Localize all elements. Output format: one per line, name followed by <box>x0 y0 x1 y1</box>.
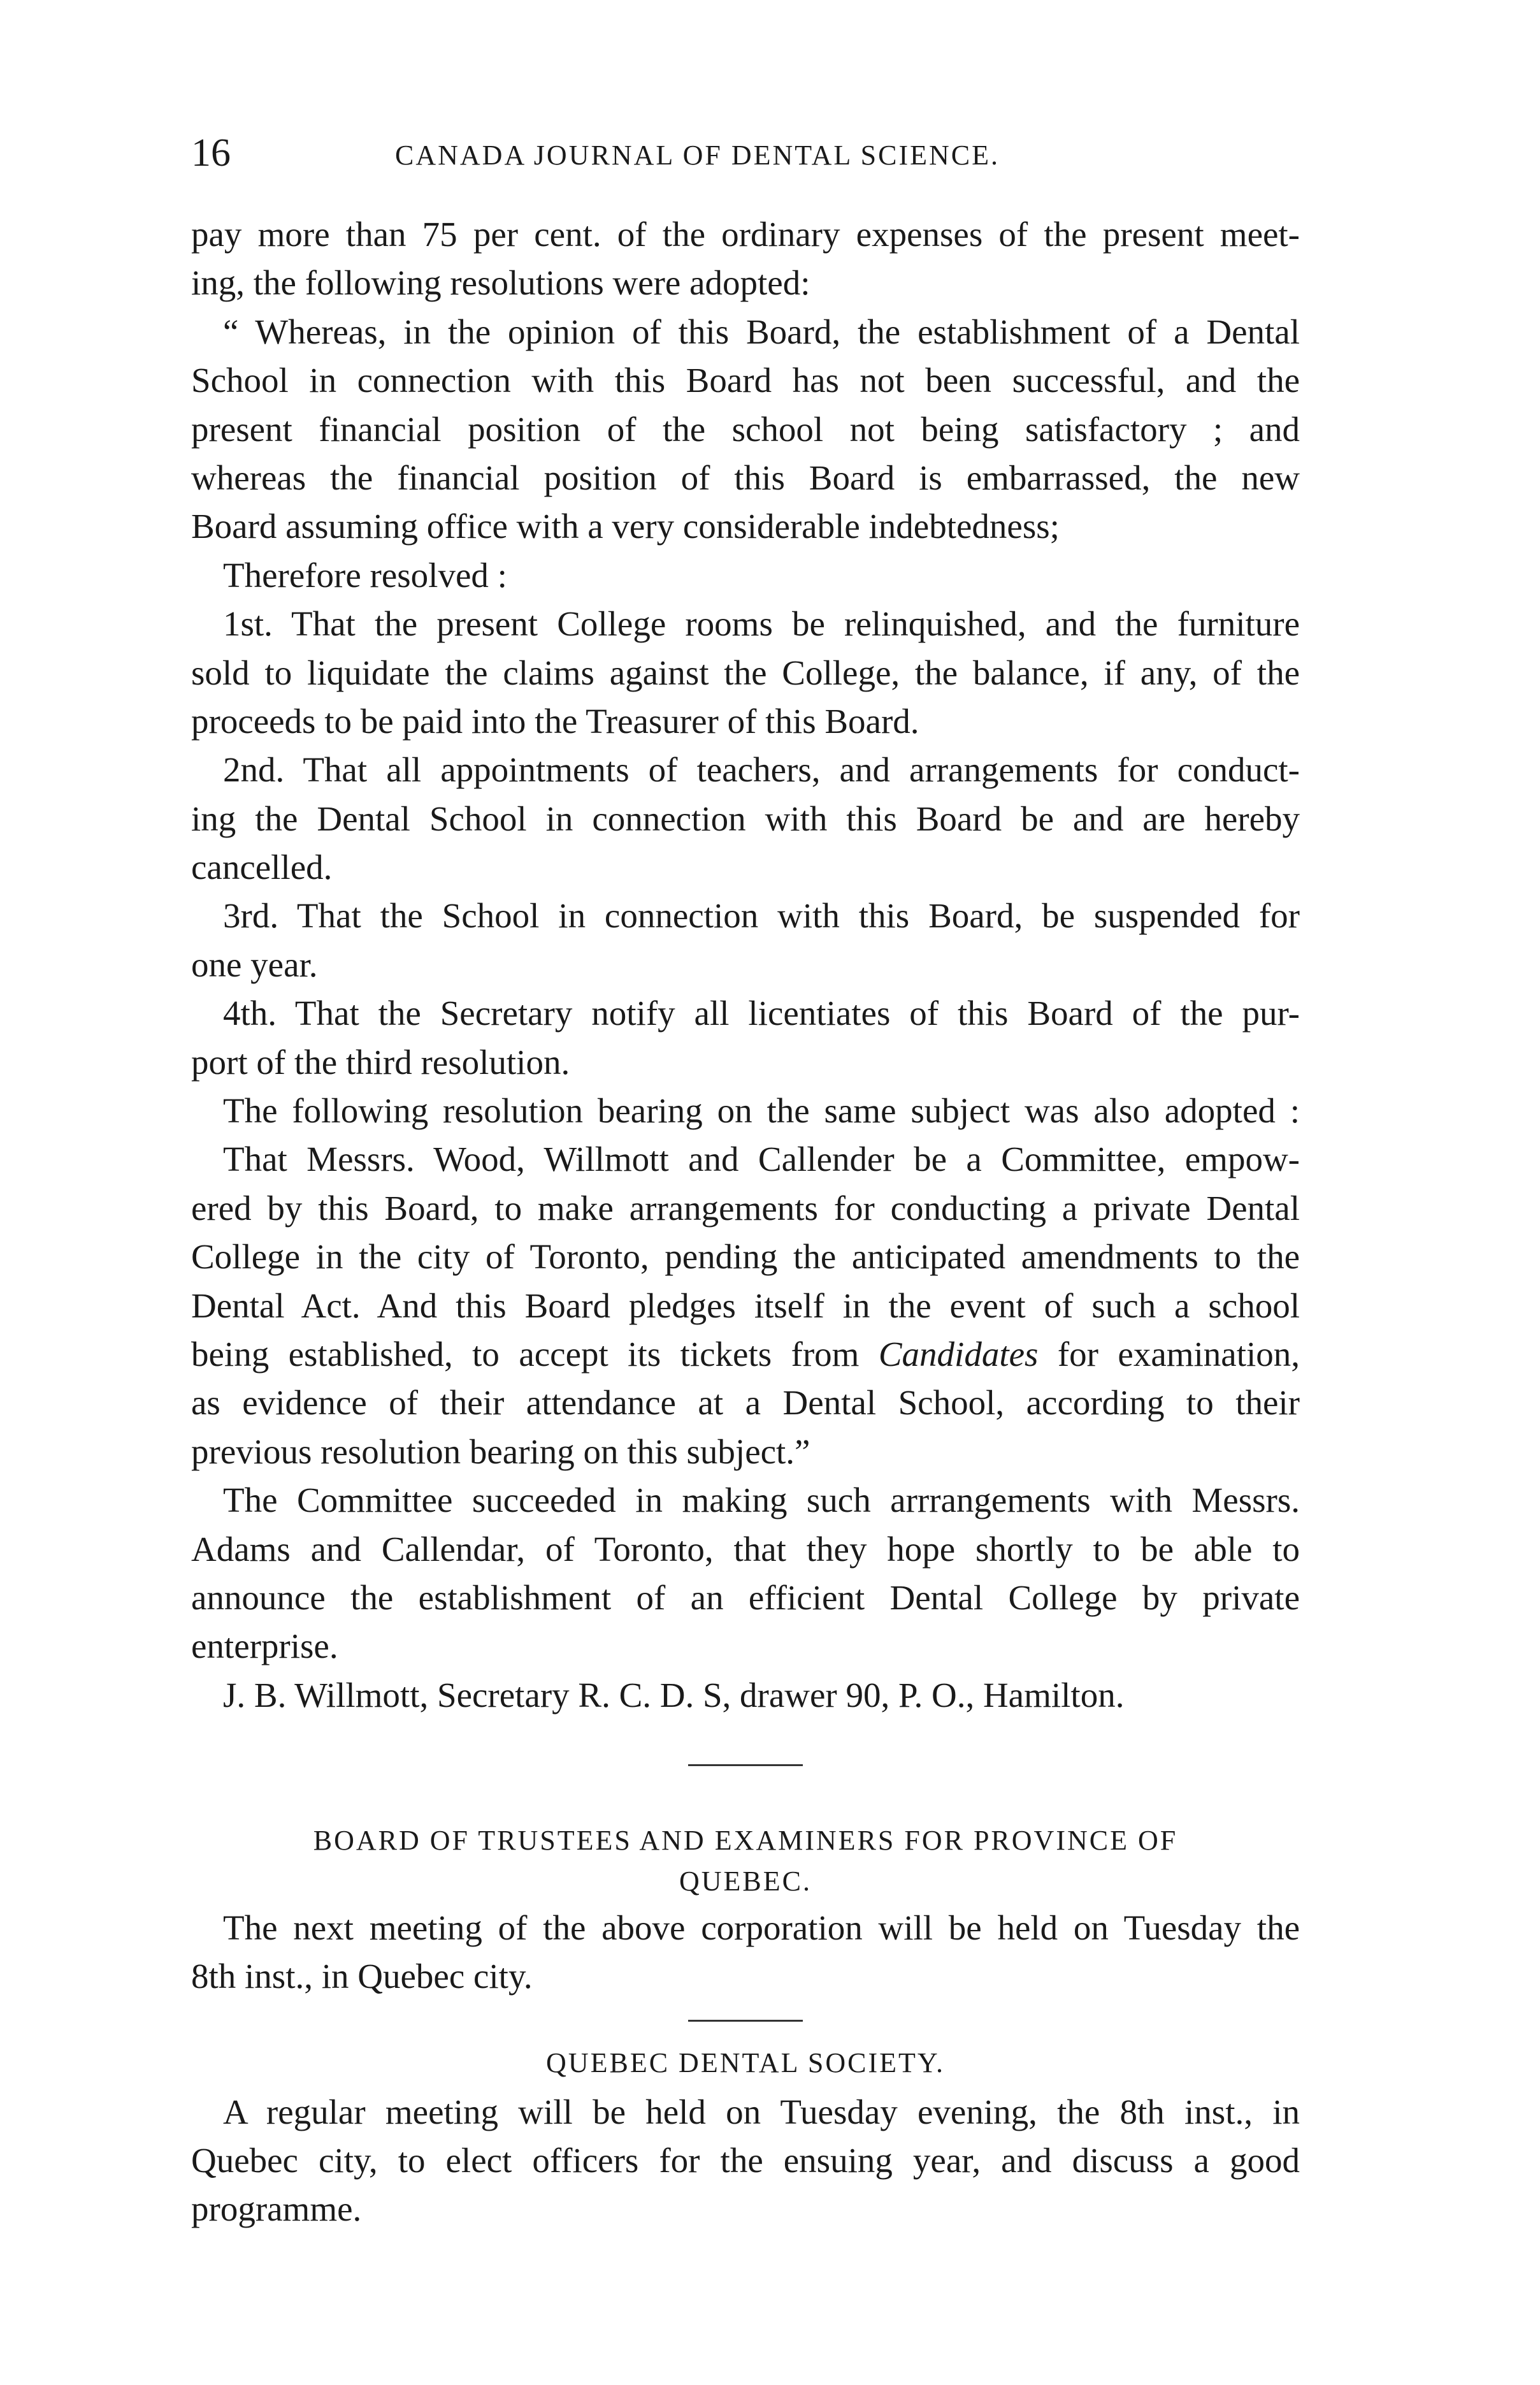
text-line: Dental Act. And this Board pledges itself in the event of such a school <box>191 1286 1300 1325</box>
text-line: sold to liquidate the claims against the College, the balance, if any, of the <box>191 653 1300 692</box>
text-line: Adams and Callendar, of Toronto, that they hope shortly to be able to <box>191 1529 1300 1569</box>
text-span: for examination, <box>1057 1334 1300 1374</box>
text-line: enterprise. <box>191 1627 338 1666</box>
page-header <box>191 127 1300 178</box>
text-line <box>191 1330 1300 1379</box>
text-line: A regular meeting will be held on Tuesday evening, the 8th inst., in <box>223 2092 1300 2131</box>
text-line: one year. <box>191 945 318 984</box>
section-heading: BOARD OF TRUSTEES AND EXAMINERS FOR PROVINCE OF <box>313 1825 1178 1857</box>
section-divider <box>688 1764 803 1766</box>
text-line: programme. <box>191 2189 362 2229</box>
text-line: 8th inst., in Quebec city. <box>191 1956 533 1996</box>
text-line: The Committee succeeded in making such arrrangements with Messrs. <box>223 1481 1300 1520</box>
page-number: 16 <box>191 131 231 175</box>
text-line: present financial position of the school not being satisfactory ; and <box>191 409 1300 449</box>
section-heading: QUEBEC DENTAL SOCIETY. <box>546 2047 945 2079</box>
text-line: College in the city of Toronto, pending the anticipated amendments to the <box>191 1237 1300 1277</box>
signature-line: J. B. Willmott, Secretary R. C. D. S, drawer 90, P. O., Hamilton. <box>223 1675 1125 1714</box>
text-line: cancelled. <box>191 848 333 887</box>
text-line: Quebec city, to elect officers for the ensuing year, and discuss a good <box>191 2141 1300 2180</box>
text-line: whereas the financial position of this Board is embarrassed, the new <box>191 458 1300 497</box>
text-line: “ Whereas, in the opinion of this Board, the establishment of a Dental <box>223 312 1300 351</box>
text-line: ered by this Board, to make arrangements for conducting a private Dental <box>191 1188 1300 1228</box>
text-line: Board assuming office with a very considerable indebtedness; <box>191 507 1060 546</box>
text-line: ing, the following resolutions were adopted: <box>191 263 810 303</box>
section-divider <box>688 2020 803 2022</box>
text-line: 4th. That the Secretary notify all licentiates of this Board of the pur- <box>223 994 1300 1033</box>
text-line: pay more than 75 per cent. of the ordinary expenses of the present meet- <box>191 215 1300 254</box>
article-body <box>191 210 1300 2234</box>
text-line: proceeds to be paid into the Treasurer of this Board. <box>191 701 919 741</box>
running-head: CANADA JOURNAL OF DENTAL SCIENCE. <box>395 140 1000 171</box>
text-line: The following resolution bearing on the same subject was also adopted : <box>223 1091 1300 1131</box>
text-line: Therefore resolved : <box>223 555 507 595</box>
text-line: announce the establishment of an efficient Dental College by private <box>191 1577 1300 1617</box>
text-line: 3rd. That the School in connection with this Board, be suspended for <box>223 896 1300 936</box>
section-heading: QUEBEC. <box>679 1865 812 1897</box>
text-line: previous resolution bearing on this subject.” <box>191 1432 810 1471</box>
section-spacer <box>191 2001 1300 2039</box>
text-line: port of the third resolution. <box>191 1042 570 1082</box>
text-span: being established, to accept its tickets from <box>191 1334 860 1374</box>
text-line: School in connection with this Board has not been successful, and the <box>191 361 1300 400</box>
text-line: 2nd. That all appointments of teachers, and arrangements for conduct- <box>223 750 1300 790</box>
text-line: 1st. That the present College rooms be relinquished, and the furniture <box>223 604 1300 644</box>
text-line: That Messrs. Wood, Willmott and Callender be a Committee, empow- <box>223 1140 1300 1179</box>
text-line: ing the Dental School in connection with this Board be and are hereby <box>191 799 1300 838</box>
section-spacer <box>191 1720 1300 1816</box>
italic-text: Candidates <box>878 1334 1039 1374</box>
text-line: The next meeting of the above corporation will be held on Tuesday the <box>223 1908 1300 1947</box>
text-line: as evidence of their attendance at a Dental School, according to their <box>191 1383 1300 1423</box>
